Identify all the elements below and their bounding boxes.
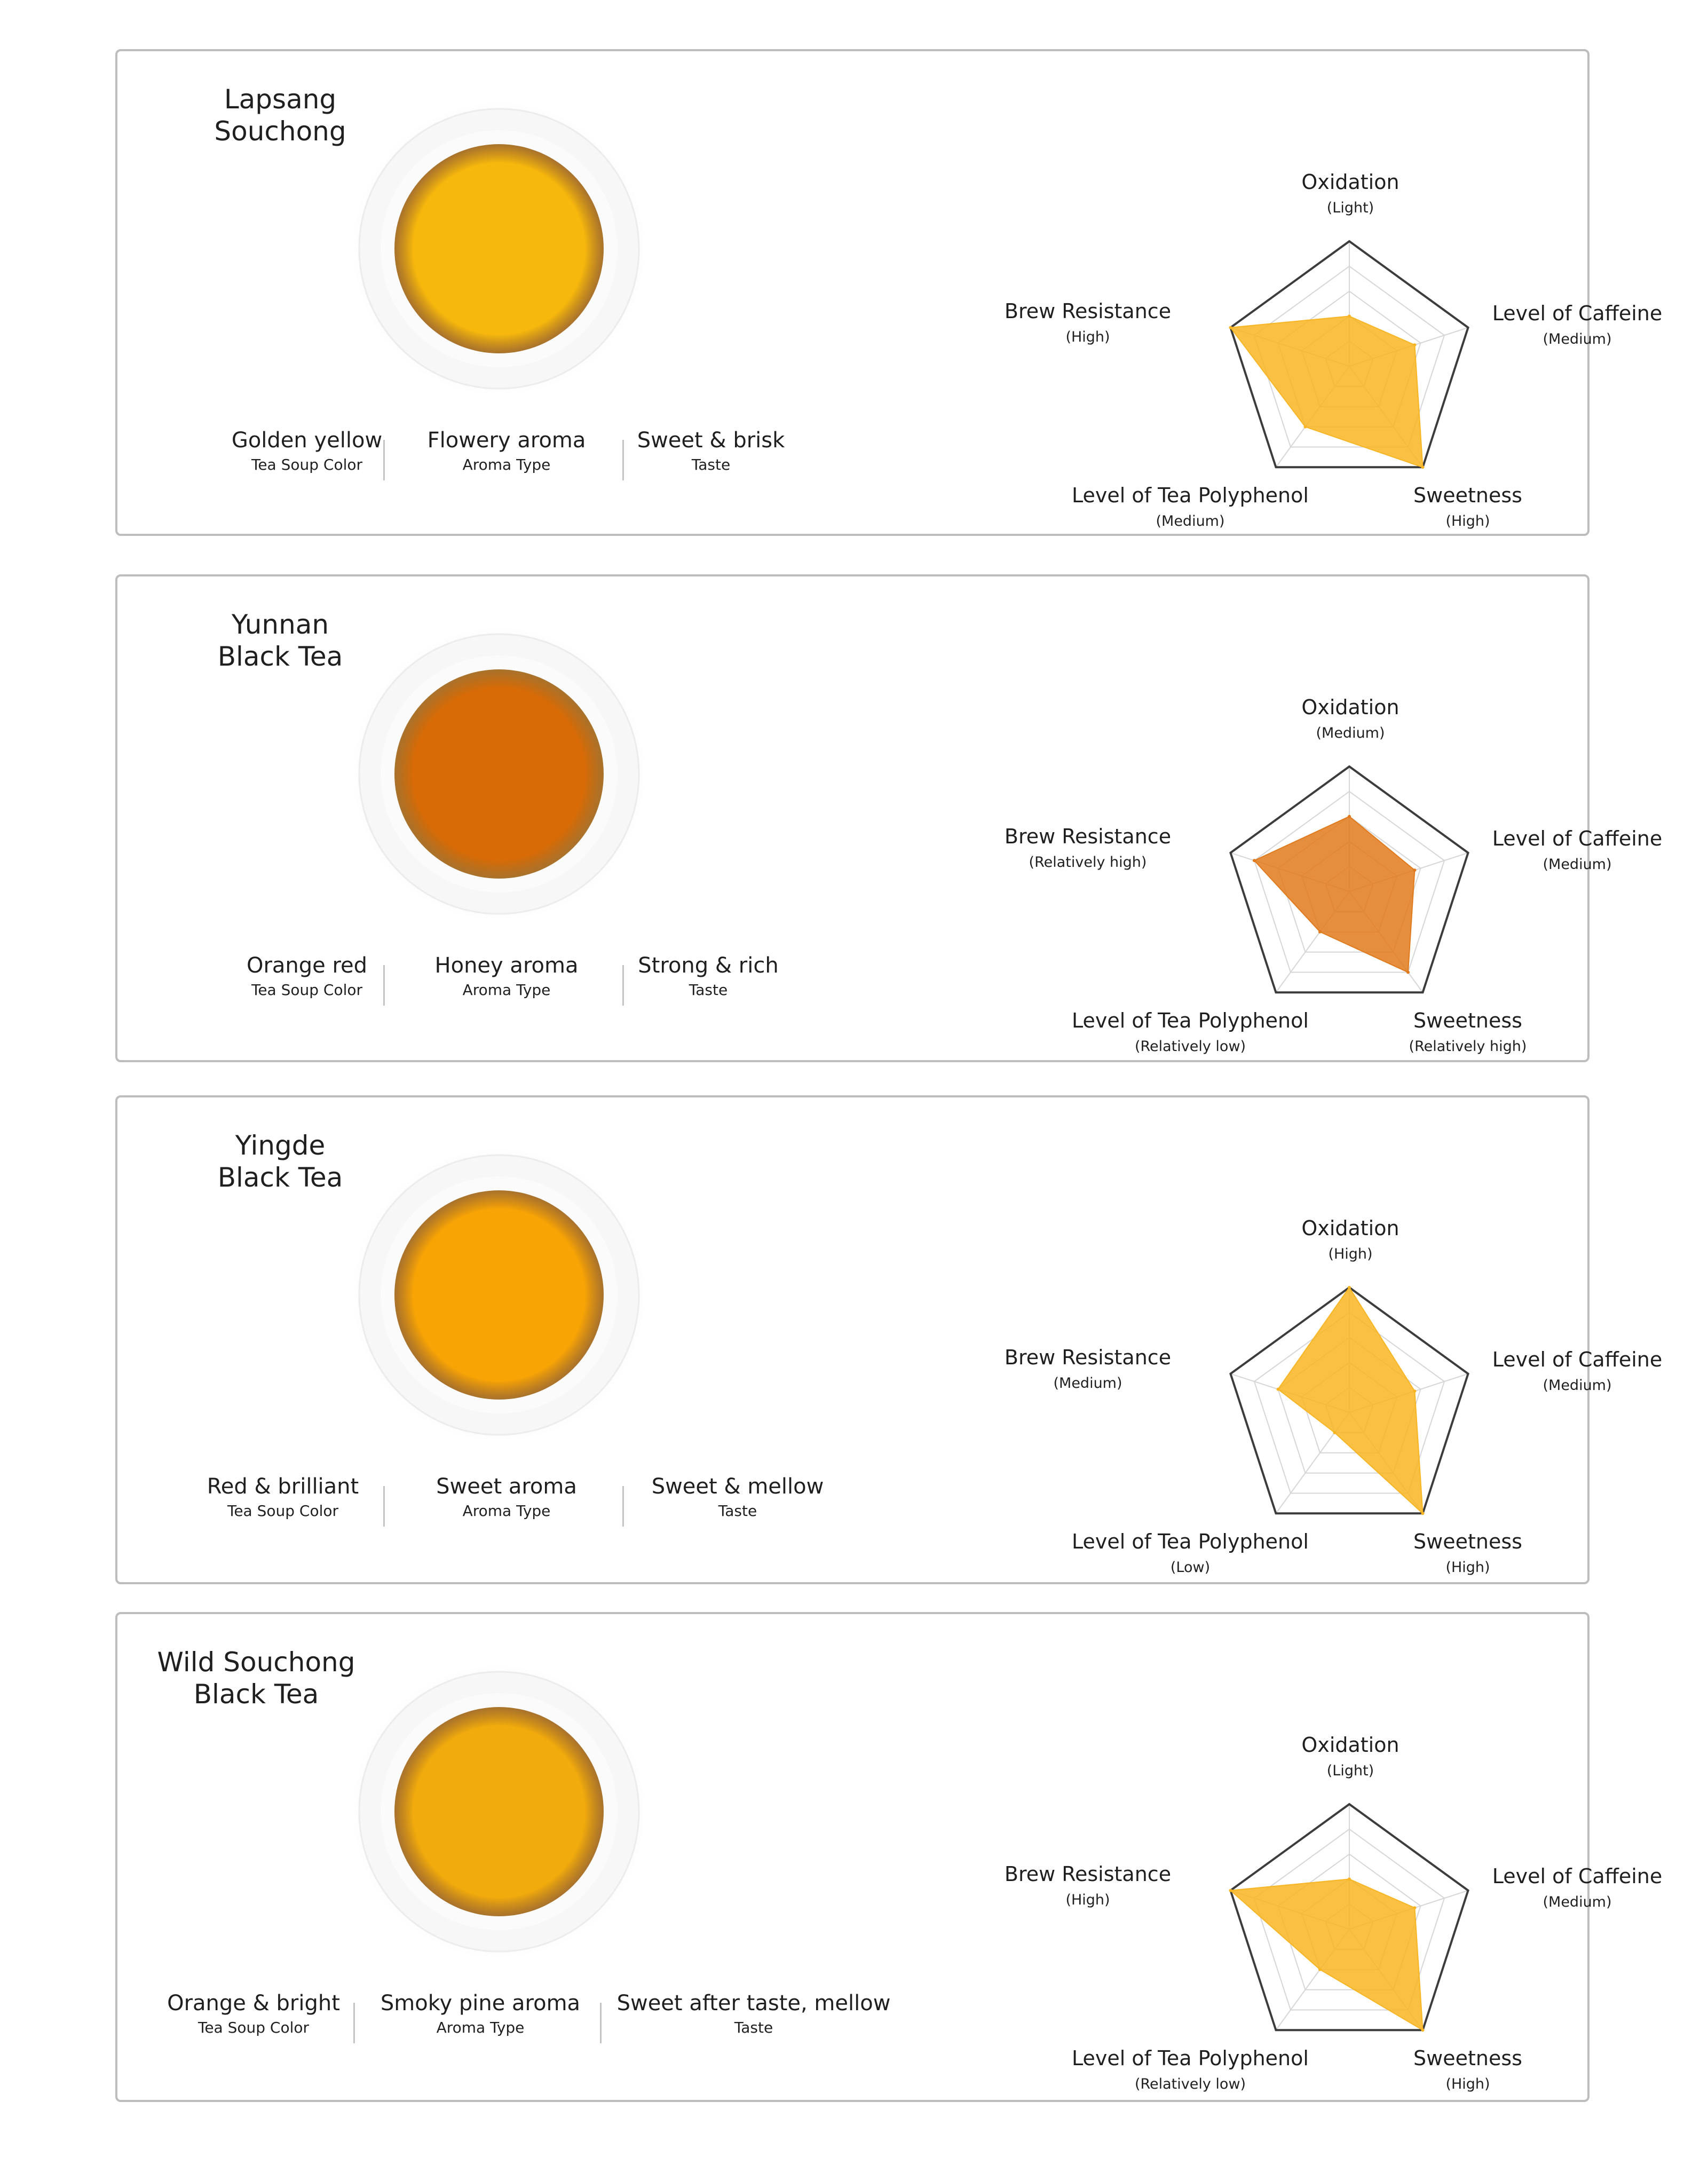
tea-soup [394,1190,604,1400]
radar-data-area [1230,316,1422,467]
taste-value: Sweet after taste, mellow [616,1991,891,2016]
soup-color-label: Tea Soup Color [197,2019,310,2036]
soup-color-label: Tea Soup Color [227,1502,339,1520]
radar-data-area [1254,817,1414,973]
attribute-soup-color [176,1473,390,1521]
radar-axis-label: Level of Caffeine [1492,827,1663,850]
radar-axis-level: (Relatively low) [1134,1038,1246,1055]
radar-axis-level: (High) [1328,1246,1373,1262]
attribute-divider [622,1486,624,1527]
radar-data-point [1229,326,1232,329]
radar-axis-label: Level of Caffeine [1492,1348,1663,1371]
tea-name: Lapsang Souchong [214,84,346,147]
radar-data-area [1278,1287,1422,1513]
radar-data-point [1348,314,1351,318]
radar-data-point [1406,970,1410,974]
soup-color-value: Golden yellow [231,428,383,453]
radar-axis-level: (Medium) [1543,1377,1612,1394]
taste-label: Taste [691,456,731,473]
radar-axis-label: Sweetness [1413,484,1522,507]
taste-label: Taste [718,1502,757,1520]
radar-axis-label: Level of Tea Polyphenol [1072,1530,1309,1553]
aroma-type-value: Honey aroma [434,953,579,978]
aroma-type-label: Aroma Type [462,456,551,473]
taste-label: Taste [689,981,728,999]
radar-axis-level: (Medium) [1543,1894,1612,1910]
radar-axis-label: Level of Caffeine [1492,302,1663,325]
radar-data-point [1318,1968,1322,1971]
taste-value: Strong & rich [638,953,779,978]
radar-data-point [1333,1431,1336,1434]
tea-card-wild-souchong-black-tea [115,1612,1663,2102]
taste-value: Sweet & brisk [637,428,785,453]
radar-axis-level: (Relatively high) [1029,854,1147,871]
soup-color-value: Orange red [246,953,368,978]
radar-axis-level: (Medium) [1053,1375,1122,1392]
aroma-type-value: Flowery aroma [427,428,586,453]
tea-cup-image [350,99,649,398]
radar-axis-label: Sweetness [1413,1009,1522,1032]
radar-axis-level: (High) [1065,329,1110,345]
radar-axis-level: (Medium) [1543,856,1612,873]
soup-color-value: Orange & bright [167,1991,340,2016]
tea-cup-image [350,1145,649,1444]
tea-cup-image [350,1662,649,1961]
taste-label: Taste [734,2019,773,2036]
radar-axis-label: Oxidation [1301,1216,1399,1240]
radar-data-point [1421,465,1425,469]
soup-color-value: Red & brilliant [207,1474,359,1499]
radar-axis-label: Level of Tea Polyphenol [1072,2047,1309,2070]
tea-card-yunnan-black-tea [115,574,1663,1062]
radar-axis-label: Sweetness [1413,1530,1522,1553]
radar-data-point [1413,868,1416,872]
tea-name: Yunnan Black Tea [217,609,343,672]
radar-data-point [1421,2028,1425,2032]
radar-axis-label: Oxidation [1301,696,1399,719]
radar-data-point [1303,425,1307,429]
tea-soup [394,669,604,879]
radar-data-point [1276,1388,1279,1391]
soup-color-label: Tea Soup Color [251,456,363,473]
attribute-divider [353,2003,355,2043]
radar-data-point [1229,1889,1232,1892]
attribute-taste [604,427,818,475]
tea-card-yingde-black-tea [115,1095,1663,1584]
radar-axis-label: Oxidation [1301,1733,1399,1757]
attribute-aroma-type [400,952,613,1000]
radar-axis-label: Sweetness [1413,2047,1522,2070]
radar-data-point [1421,1512,1425,1515]
radar-data-point [1348,815,1351,818]
radar-axis-label: Brew Resistance [1004,1346,1172,1369]
radar-axis-level: (High) [1445,513,1490,530]
tea-cup-image [350,625,649,923]
tea-soup [394,1707,604,1916]
aroma-type-label: Aroma Type [436,2019,525,2036]
tea-name: Yingde Black Tea [217,1130,343,1193]
radar-axis-level: (Medium) [1316,725,1385,741]
aroma-type-value: Sweet aroma [436,1474,577,1499]
radar-data-point [1318,930,1322,934]
radar-axis-level: (Relatively high) [1409,1038,1527,1055]
attribute-aroma-type [400,427,613,475]
radar-axis-level: (Medium) [1543,331,1612,347]
tea-name: Wild Souchong Black Tea [157,1647,355,1710]
attribute-taste [604,1990,903,2038]
radar-data-area [1230,1879,1422,2030]
attribute-taste [631,1473,844,1521]
radar-axis-level: (Light) [1326,1763,1374,1779]
attribute-aroma-type [400,1473,613,1521]
attribute-soup-color [147,1990,360,2038]
attribute-soup-color [200,427,414,475]
tea-card-lapsang-souchong [115,49,1663,536]
radar-axis-label: Brew Resistance [1004,299,1172,323]
aroma-type-label: Aroma Type [462,1502,551,1520]
radar-data-point [1348,1877,1351,1880]
radar-axis-level: (Medium) [1156,513,1225,530]
radar-axis-level: (Relatively low) [1134,2076,1246,2092]
radar-axis-level: (Low) [1170,1559,1211,1576]
radar-axis-label: Level of Caffeine [1492,1864,1663,1888]
radar-axis-level: (Light) [1326,200,1374,216]
radar-data-point [1413,1389,1416,1393]
aroma-type-value: Smoky pine aroma [380,1991,581,2016]
radar-chart [998,1689,1663,2105]
radar-chart [998,126,1663,542]
attribute-divider [600,2003,602,2043]
radar-axis-label: Level of Tea Polyphenol [1072,1009,1309,1032]
attribute-divider [383,965,385,1006]
attribute-soup-color [200,952,414,1000]
attribute-aroma-type [368,1990,592,2038]
attribute-divider [383,440,385,480]
radar-axis-level: (High) [1445,1559,1490,1576]
soup-color-label: Tea Soup Color [251,981,363,999]
taste-value: Sweet & mellow [651,1474,824,1499]
attribute-divider [383,1486,385,1527]
radar-axis-label: Oxidation [1301,170,1399,194]
radar-axis-label: Brew Resistance [1004,1862,1172,1886]
radar-chart [998,1172,1663,1589]
radar-chart [998,651,1663,1068]
radar-data-point [1413,1906,1416,1909]
radar-data-point [1413,343,1416,346]
radar-axis-level: (High) [1445,2076,1490,2092]
radar-axis-level: (High) [1065,1892,1110,1908]
radar-axis-label: Brew Resistance [1004,825,1172,848]
aroma-type-label: Aroma Type [462,981,551,999]
radar-data-point [1253,859,1256,862]
radar-data-point [1348,1286,1351,1289]
radar-axis-label: Level of Tea Polyphenol [1072,484,1309,507]
attribute-taste [602,952,815,1000]
tea-soup [394,144,604,353]
